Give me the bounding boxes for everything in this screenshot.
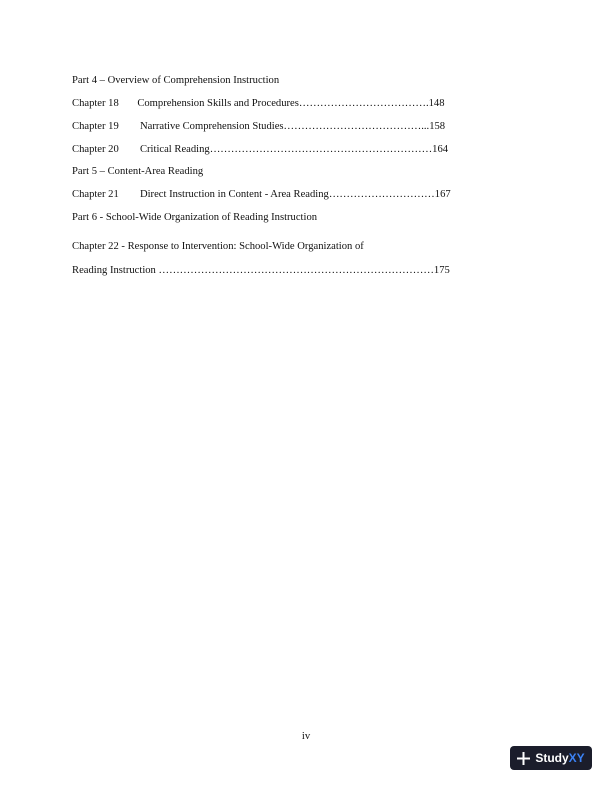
page-number: iv [301, 731, 311, 742]
toc-chapter-21: Chapter 21 Direct Instruction in Content - Area Reading…………………………167 [72, 189, 451, 200]
badge-label: StudyXY [535, 751, 585, 765]
toc-part-5-heading: Part 5 – Content-Area Reading [72, 166, 204, 177]
studyxy-badge[interactable] [510, 746, 592, 770]
plus-icon [517, 752, 530, 765]
toc-part-4-heading: Part 4 – Overview of Comprehension Instruction [72, 75, 280, 86]
toc-chapter-22-line-1: Chapter 22 - Response to Intervention: School-Wide Organization of [72, 241, 364, 252]
toc-chapter-20: Chapter 20 Critical Reading………………………………………………………164 [72, 144, 449, 155]
toc-chapter-22-line-2: Reading Instruction ……………………………………………………………………175 [72, 265, 450, 276]
toc-part-6-heading: Part 6 - School-Wide Organization of Reading Instruction [72, 212, 318, 223]
toc-chapter-18: Chapter 18 Comprehension Skills and Procedures……………………………….148 [72, 98, 445, 109]
toc-chapter-19: Chapter 19 Narrative Comprehension Studies…………………………………...158 [72, 121, 446, 132]
